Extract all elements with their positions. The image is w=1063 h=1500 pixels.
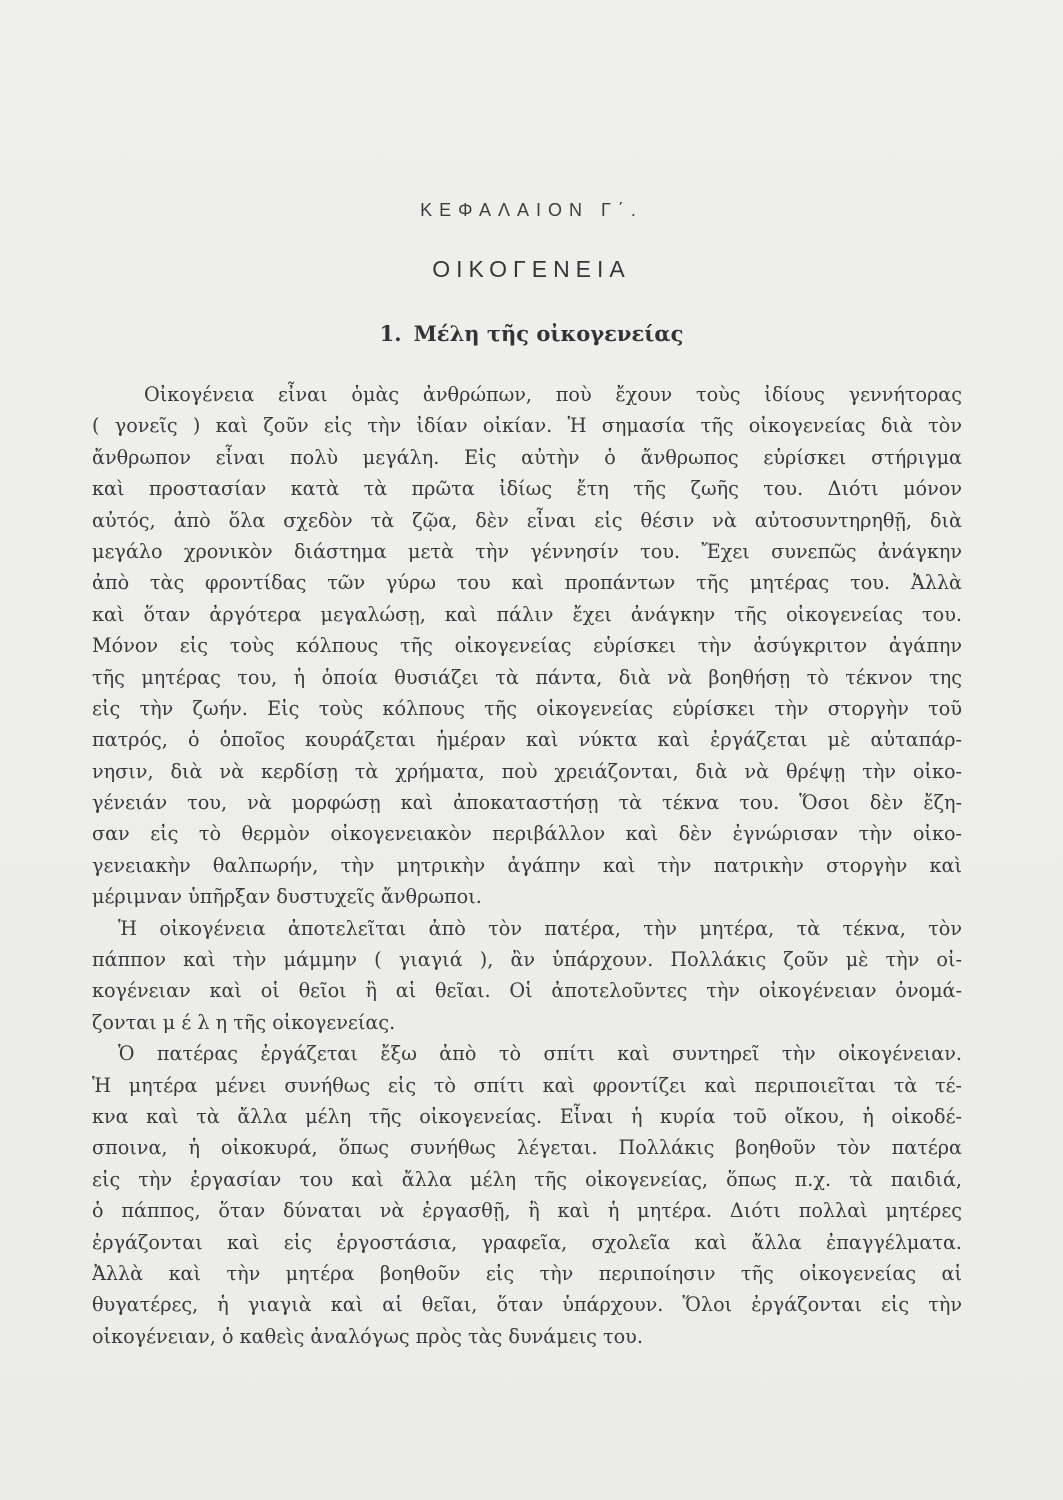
text-line: εἰς τὴν ἐργασίαν του καὶ ἄλλα μέλη τῆς οἰκογενείας, ὅπως π.χ. τὰ παιδιά, [92,1167,962,1191]
chapter-label: ΚΕΦΑΛΑΙΟΝ Γ΄. [420,200,643,220]
text-line: ( γονεῖς ) καὶ ζοῦν εἰς τὴν ἰδίαν οἰκίαν. Ἡ σημασία τῆς οἰκογενείας διὰ τὸν [92,414,962,438]
text-line: καὶ ὅταν ἀργότερα μεγαλώσῃ, καὶ πάλιν ἔχει ἀνάγκην τῆς οἰκογενείας του. [92,602,962,626]
text-line: Μόνον εἰς τοὺς κόλπους τῆς οἰκογενείας εὑρίσκει τὴν ἀσύγκριτον ἀγάπην [92,634,962,658]
text-line: εἰς τὴν ζωήν. Εἰς τοὺς κόλπους τῆς οἰκογενείας εὑρίσκει τὴν στοργὴν τοῦ [92,696,962,720]
text-line: θυγατέρες, ἡ γιαγιὰ καὶ αἱ θεῖαι, ὅταν ὑπάρχουν. Ὅλοι ἐργάζονται εἰς τὴν [92,1293,962,1317]
text-line: κνα καὶ τὰ ἄλλα μέλη τῆς οἰκογενείας. Εἶναι ἡ κυρία τοῦ οἴκου, ἡ οἰκοδέ- [92,1104,962,1128]
text-line: τῆς μητέρας του, ἡ ὁποία θυσιάζει τὰ πάντα, διὰ νὰ βοηθήσῃ τὸ τέκνον της [92,665,962,689]
text-line: Ἡ οἰκογένεια ἀποτελεῖται ἀπὸ τὸν πατέρα, τὴν μητέρα, τὰ τέκνα, τὸν [118,916,962,940]
text-line: πάππον καὶ τὴν μάμμην ( γιαγιά ), ἂν ὑπάρχουν. Πολλάκις ζοῦν μὲ τὴν οἰ- [92,948,962,972]
text-line: πατρός, ὁ ὁποῖος κουράζεται ἡμέραν καὶ νύκτα καὶ ἐργάζεται μὲ αὐταπάρ- [92,728,962,752]
chapter-title: ΟΙΚΟΓΕΝΕΙΑ [432,256,631,282]
text-line: γένειάν του, νὰ μορφώσῃ καὶ ἀποκαταστήσῃ τὰ τέκνα του. Ὅσοι δὲν ἔζη- [92,791,962,815]
section-heading [0,321,1063,346]
text-line: κογένειαν καὶ οἱ θεῖοι ἢ αἱ θεῖαι. Οἱ ἀποτελοῦντες τὴν οἰκογένειαν ὀνομά- [92,979,962,1003]
text-line: Ἡ μητέρα μένει συνήθως εἰς τὸ σπίτι καὶ φροντίζει καὶ περιποιεῖται τὰ τέ- [92,1073,962,1097]
text-line: μεγάλο χρονικὸν διάστημα μετὰ τὴν γέννησίν του. Ἔχει συνεπῶς ἀνάγκην [92,539,962,563]
text-line: μέριμναν ὑπῆρξαν δυστυχεῖς ἄνθρωποι. [92,885,482,909]
text-line: οἰκογένειαν, ὁ καθεὶς ἀναλόγως πρὸς τὰς δυνάμεις του. [92,1324,643,1348]
section-number: 1. [379,321,402,346]
text-line: αὐτός, ἀπὸ ὅλα σχεδὸν τὰ ζῷα, δὲν εἶναι εἰς θέσιν νὰ αὐτοσυντηρηθῇ, διὰ [92,508,962,532]
text-line: Οἰκογένεια εἶναι ὁμὰς ἀνθρώπων, ποὺ ἔχουν τοὺς ἰδίους γεννήτορας [144,383,962,406]
text-line: ὁ πάππος, ὅταν δύναται νὰ ἐργασθῇ, ἢ καὶ ἡ μητέρα. Διότι πολλαὶ μητέρες [92,1199,962,1223]
text-line: καὶ προστασίαν κατὰ τὰ πρῶτα ἰδίως ἔτη τῆς ζωῆς του. Διότι μόνον [92,477,962,501]
text-line: ἐργάζονται καὶ εἰς ἐργοστάσια, γραφεῖα, σχολεῖα καὶ ἄλλα ἐπαγγέλματα. [92,1230,962,1254]
text-line: ζονται μ έ λ η τῆς οἰκογενείας. [92,1010,396,1034]
section-title: Μέλη τῆς οἰκογενείας [413,321,684,346]
text-line: Ἀλλὰ καὶ τὴν μητέρα βοηθοῦν εἰς τὴν περιποίησιν τῆς οἰκογενείας αἱ [92,1261,962,1285]
text-line: γενειακὴν θαλπωρήν, τὴν μητρικὴν ἀγάπην καὶ τὴν πατρικὴν στοργὴν καὶ [92,853,962,877]
text-line: νησιν, διὰ νὰ κερδίσῃ τὰ χρήματα, ποὺ χρειάζονται, διὰ νὰ θρέψῃ τὴν οἰκο- [92,759,962,783]
text-line: ἄνθρωπον εἶναι πολὺ μεγάλη. Εἰς αὐτὴν ὁ ἄνθρωπος εὑρίσκει στήριγμα [92,445,962,469]
text-line: ἀπὸ τὰς φροντίδας τῶν γύρω του καὶ προπάντων τῆς μητέρας του. Ἀλλὰ [92,571,962,595]
text-line: σποινα, ἡ οἰκοκυρά, ὅπως συνήθως λέγεται. Πολλάκις βοηθοῦν τὸν πατέρα [92,1136,962,1160]
text-line: σαν εἰς τὸ θερμὸν οἰκογενειακὸν περιβάλλον καὶ δὲν ἐγνώρισαν τὴν οἰκο- [92,822,962,846]
body-text [92,379,962,1352]
text-line: Ὁ πατέρας ἐργάζεται ἔξω ἀπὸ τὸ σπίτι καὶ συντηρεῖ τὴν οἰκογένειαν. [118,1042,962,1066]
